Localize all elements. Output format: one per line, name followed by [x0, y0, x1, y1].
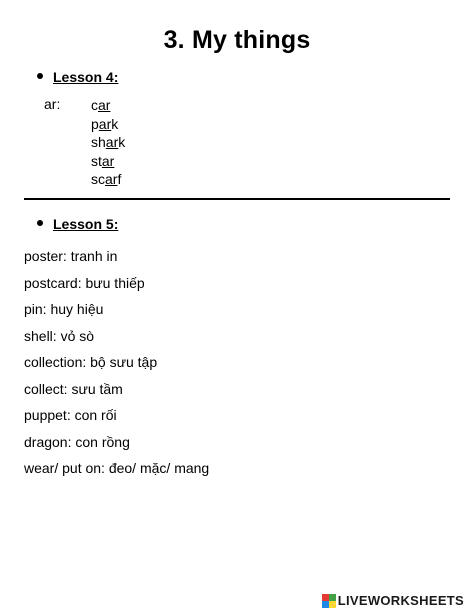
ar-word: star	[91, 152, 115, 169]
brand-name: LIVEWORKSHEETS	[337, 593, 464, 608]
vocab-item: collect: sưu tầm	[24, 380, 123, 397]
lesson5-heading	[37, 216, 118, 232]
vocab-item: shell: vỏ sò	[24, 327, 95, 344]
page-title: 3. My things	[163, 26, 311, 54]
vocab-item: collection: bộ sưu tập	[24, 354, 158, 370]
lesson4-heading	[37, 69, 118, 85]
vocab-list	[24, 243, 209, 482]
liveworksheets-logo	[322, 593, 464, 608]
liveworksheets-logo-icon	[322, 594, 336, 608]
bullet-icon	[37, 73, 43, 79]
bullet-icon	[37, 220, 43, 226]
vocab-item: pin: huy hiệu	[24, 301, 104, 317]
vocab-item: wear/ put on: đeo/ mặc/ mang	[24, 460, 210, 476]
ar-word: park	[91, 115, 119, 132]
ar-label: ar:	[44, 96, 61, 112]
vocab-item: puppet: con rối	[24, 407, 117, 423]
vocab-item: postcard: bưu thiếp	[24, 274, 145, 291]
lesson5-heading-text: Lesson 5:	[53, 216, 119, 232]
ar-word: shark	[91, 134, 126, 150]
vocab-item: dragon: con rồng	[24, 433, 130, 450]
vocab-item: poster: tranh in	[24, 248, 118, 264]
ar-word: car	[91, 97, 111, 113]
ar-word-list	[91, 96, 125, 189]
ar-word: scarf	[91, 171, 122, 187]
lesson4-heading-text: Lesson 4:	[53, 69, 119, 85]
section-divider	[24, 198, 450, 200]
